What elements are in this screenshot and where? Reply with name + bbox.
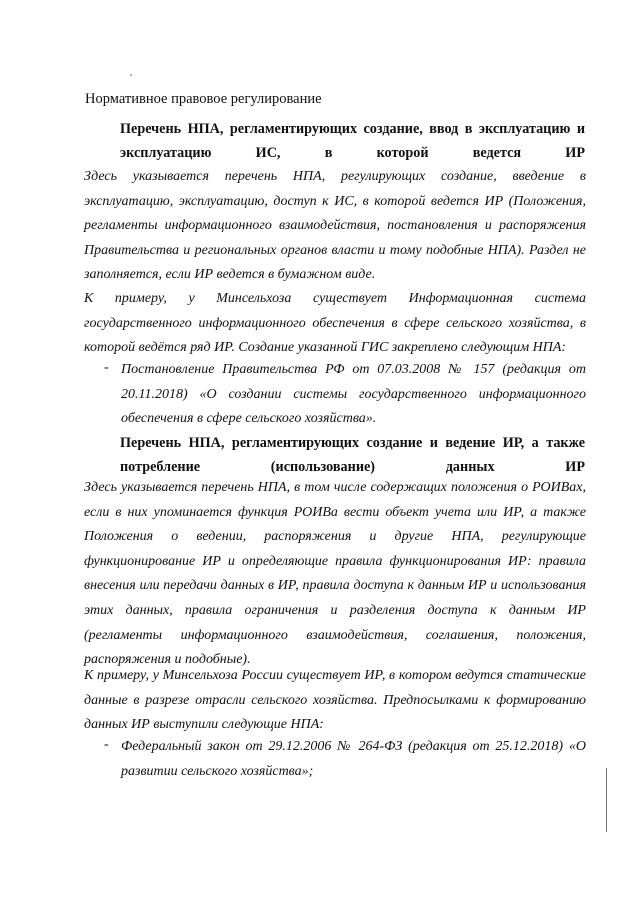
list-marker: -	[104, 737, 109, 752]
block1-heading: Перечень НПА, регламентирующих создание, ввод в эксплуатацию и эксплуатацию ИС, в которой ведется ИР	[120, 121, 585, 161]
list-marker: -	[104, 360, 109, 375]
block1-example: К примеру, у Минсельхоза существует Информационная система государственного информационного обеспечения в сфере сельского хозяйства, в которой ведётся ряд ИР. Создание указанной ГИС закреплено следующим НПА:	[84, 291, 586, 356]
block2-list-item: Федеральный закон от 29.12.2006 № 264-ФЗ (редакция от 25.12.2018) «О развитии сельского хозяйства»;	[121, 739, 586, 779]
block2-example: К примеру, у Минсельхоза России существует ИР, в котором ведутся статические данные в разрезе отрасли сельского хозяйства. Предпосылками к формированию данных ИР выступили следующие НПА:	[84, 668, 586, 733]
block2-heading: Перечень НПА, регламентирующих создание и ведение ИР, а также потребление (использование) данных ИР	[120, 435, 585, 475]
block2-description: Здесь указывается перечень НПА, в том числе содержащих положения о РОИВах, если в них упоминается функция РОИВа вести объект учета или ИР, а также Положения о ведении, распоряжения и другие НПА, регулирующие функционирование ИР и определяющие правила функционирования ИР: правила внесения или передачи данных в ИР, правила доступа к данным ИР и использования этих данных, правила ограничения и разделения доступа к данным ИР (регламенты информационного взаимодействия, соглашения, положения, распоряжения и подобные).	[84, 480, 586, 668]
block1-description: Здесь указывается перечень НПА, регулирующих создание, введение в эксплуатацию, эксплуатацию, доступ к ИС, в которой ведется ИР (Положения, регламенты информационного взаимодействия, постановления и распоряжения Правительства и региональных органов власти и тому подобные НПА). Раздел не заполняется, если ИР ведется в бумажном виде.	[84, 169, 586, 283]
scan-speck	[130, 74, 132, 76]
block1-list-item: Постановление Правительства РФ от 07.03.2008 № 157 (редакция от 20.11.2018) «О создании системы государственного информационного обеспечения в сфере сельского хозяйства».	[121, 362, 586, 427]
scan-edge-line	[606, 768, 607, 832]
section-title: Нормативное правовое регулирование	[85, 91, 322, 107]
